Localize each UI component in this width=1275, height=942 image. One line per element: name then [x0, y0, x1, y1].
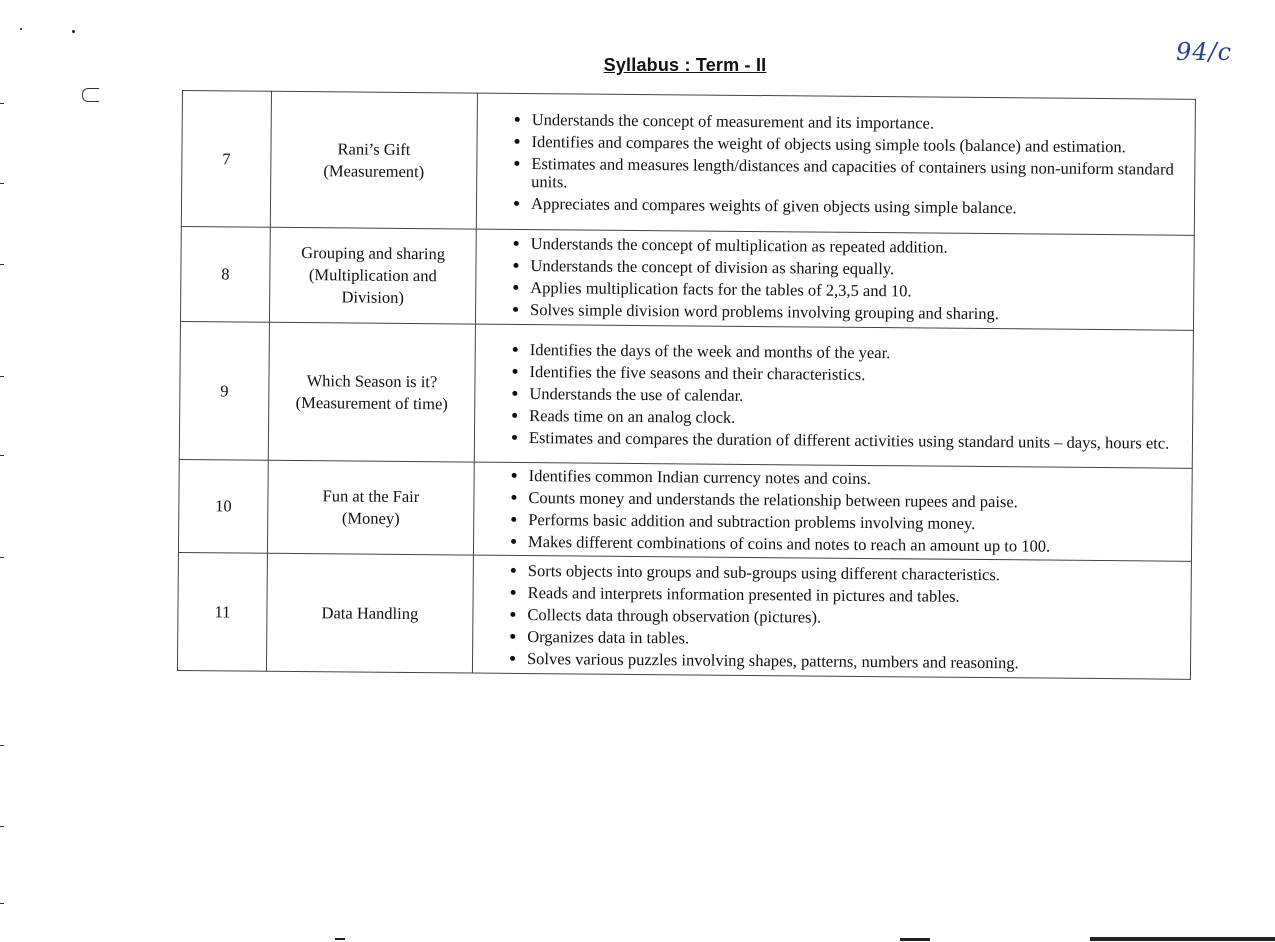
list-item: • Appreciates and compares weights of given objects using simple balance.	[531, 195, 1186, 219]
learning-outcomes	[474, 324, 1193, 468]
chapter-title-line: (Multiplication and	[308, 265, 437, 286]
list-item: • Solves various puzzles involving shapes, patterns, numbers and reasoning.	[527, 650, 1182, 674]
list-item: • Applies multiplication facts for the tables of 2,3,5 and 10.	[530, 279, 1185, 303]
margin-tick	[0, 903, 4, 904]
table-row	[181, 91, 1195, 236]
chapter-title-line: Division)	[341, 287, 404, 307]
chapter-title	[266, 553, 473, 673]
list-item: • Estimates and compares the duration of different activities using standard units – days, hours etc.	[529, 429, 1184, 453]
table-row	[179, 321, 1193, 468]
margin-tick	[0, 376, 4, 377]
chapter-title-line: (Measurement)	[323, 160, 425, 181]
learning-outcomes	[473, 462, 1192, 561]
list-item: • Counts money and understands the relationship between rupees and paise.	[528, 489, 1183, 513]
learning-outcomes	[475, 229, 1194, 330]
scan-dot	[20, 28, 22, 30]
list-item: • Identifies common Indian currency notes and coins.	[529, 467, 1184, 491]
outcome-list	[504, 467, 1184, 557]
margin-tick	[0, 557, 4, 558]
list-item: • Solves simple division word problems involving grouping and sharing.	[530, 301, 1185, 325]
handwritten-page-note: 94/c	[1176, 38, 1233, 66]
list-item: • Understands the use of calendar.	[529, 385, 1184, 409]
table-row	[180, 226, 1194, 330]
page-title: Syllabus : Term - II	[603, 55, 767, 75]
learning-outcomes	[476, 93, 1195, 235]
table-row	[177, 552, 1191, 679]
margin-tick	[0, 826, 4, 827]
table-row	[178, 459, 1192, 561]
list-item: • Identifies the five seasons and their characteristics.	[529, 363, 1184, 387]
chapter-title-line: Which Season is it?	[306, 370, 438, 391]
chapter-title-line: (Measurement of time)	[295, 392, 448, 413]
chapter-number: 8	[180, 226, 270, 322]
chapter-title-line: Grouping and sharing	[301, 243, 446, 264]
learning-outcomes	[472, 555, 1191, 679]
margin-tick	[0, 103, 4, 104]
syllabus-table	[177, 90, 1196, 680]
chapter-number: 10	[178, 459, 268, 553]
list-item: • Estimates and measures length/distances and capacities of containers using non-uniform standard units.	[531, 155, 1186, 197]
list-item: • Organizes data in tables.	[527, 628, 1182, 652]
outcome-list	[505, 340, 1185, 452]
margin-bracket-mark	[82, 88, 99, 102]
list-item: • Sorts objects into groups and sub-groups using different characteristics.	[528, 562, 1183, 586]
chapter-title	[269, 227, 476, 324]
list-item: • Collects data through observation (pictures).	[527, 606, 1182, 630]
chapter-title-line: Fun at the Fair	[322, 486, 420, 507]
margin-tick	[0, 745, 4, 746]
chapter-title-line: Rani’s Gift	[337, 138, 411, 159]
margin-tick	[0, 264, 4, 265]
margin-tick	[0, 183, 4, 184]
chapter-title	[268, 322, 475, 462]
scan-edge-line	[900, 938, 930, 941]
chapter-title	[270, 91, 477, 229]
chapter-number: 9	[179, 321, 269, 460]
chapter-title-line: (Money)	[341, 508, 400, 528]
list-item: • Understands the concept of measurement and its importance.	[532, 111, 1187, 135]
list-item: • Identifies and compares the weight of objects using simple tools (balance) and estimation.	[531, 133, 1186, 157]
chapter-title	[267, 460, 474, 555]
list-item: • Reads time on an analog clock.	[529, 407, 1184, 431]
scan-edge-line	[1090, 937, 1275, 941]
outcome-list	[503, 561, 1183, 673]
outcome-list	[507, 110, 1187, 218]
scan-edge-line	[335, 938, 345, 940]
outcome-list	[506, 235, 1186, 325]
list-item: • Identifies the days of the week and months of the year.	[530, 341, 1185, 365]
list-item: • Understands the concept of division as sharing equally.	[530, 257, 1185, 281]
list-item: • Understands the concept of multiplication as repeated addition.	[531, 235, 1186, 259]
scan-dot	[72, 30, 75, 33]
list-item: • Performs basic addition and subtraction problems involving money.	[528, 511, 1183, 535]
chapter-title-line: Data Handling	[321, 602, 419, 623]
margin-tick	[0, 455, 4, 456]
list-item: • Reads and interprets information presented in pictures and tables.	[528, 584, 1183, 608]
chapter-number: 11	[177, 552, 267, 671]
list-item: • Makes different combinations of coins and notes to reach an amount up to 100.	[528, 533, 1183, 557]
chapter-number: 7	[181, 91, 271, 228]
